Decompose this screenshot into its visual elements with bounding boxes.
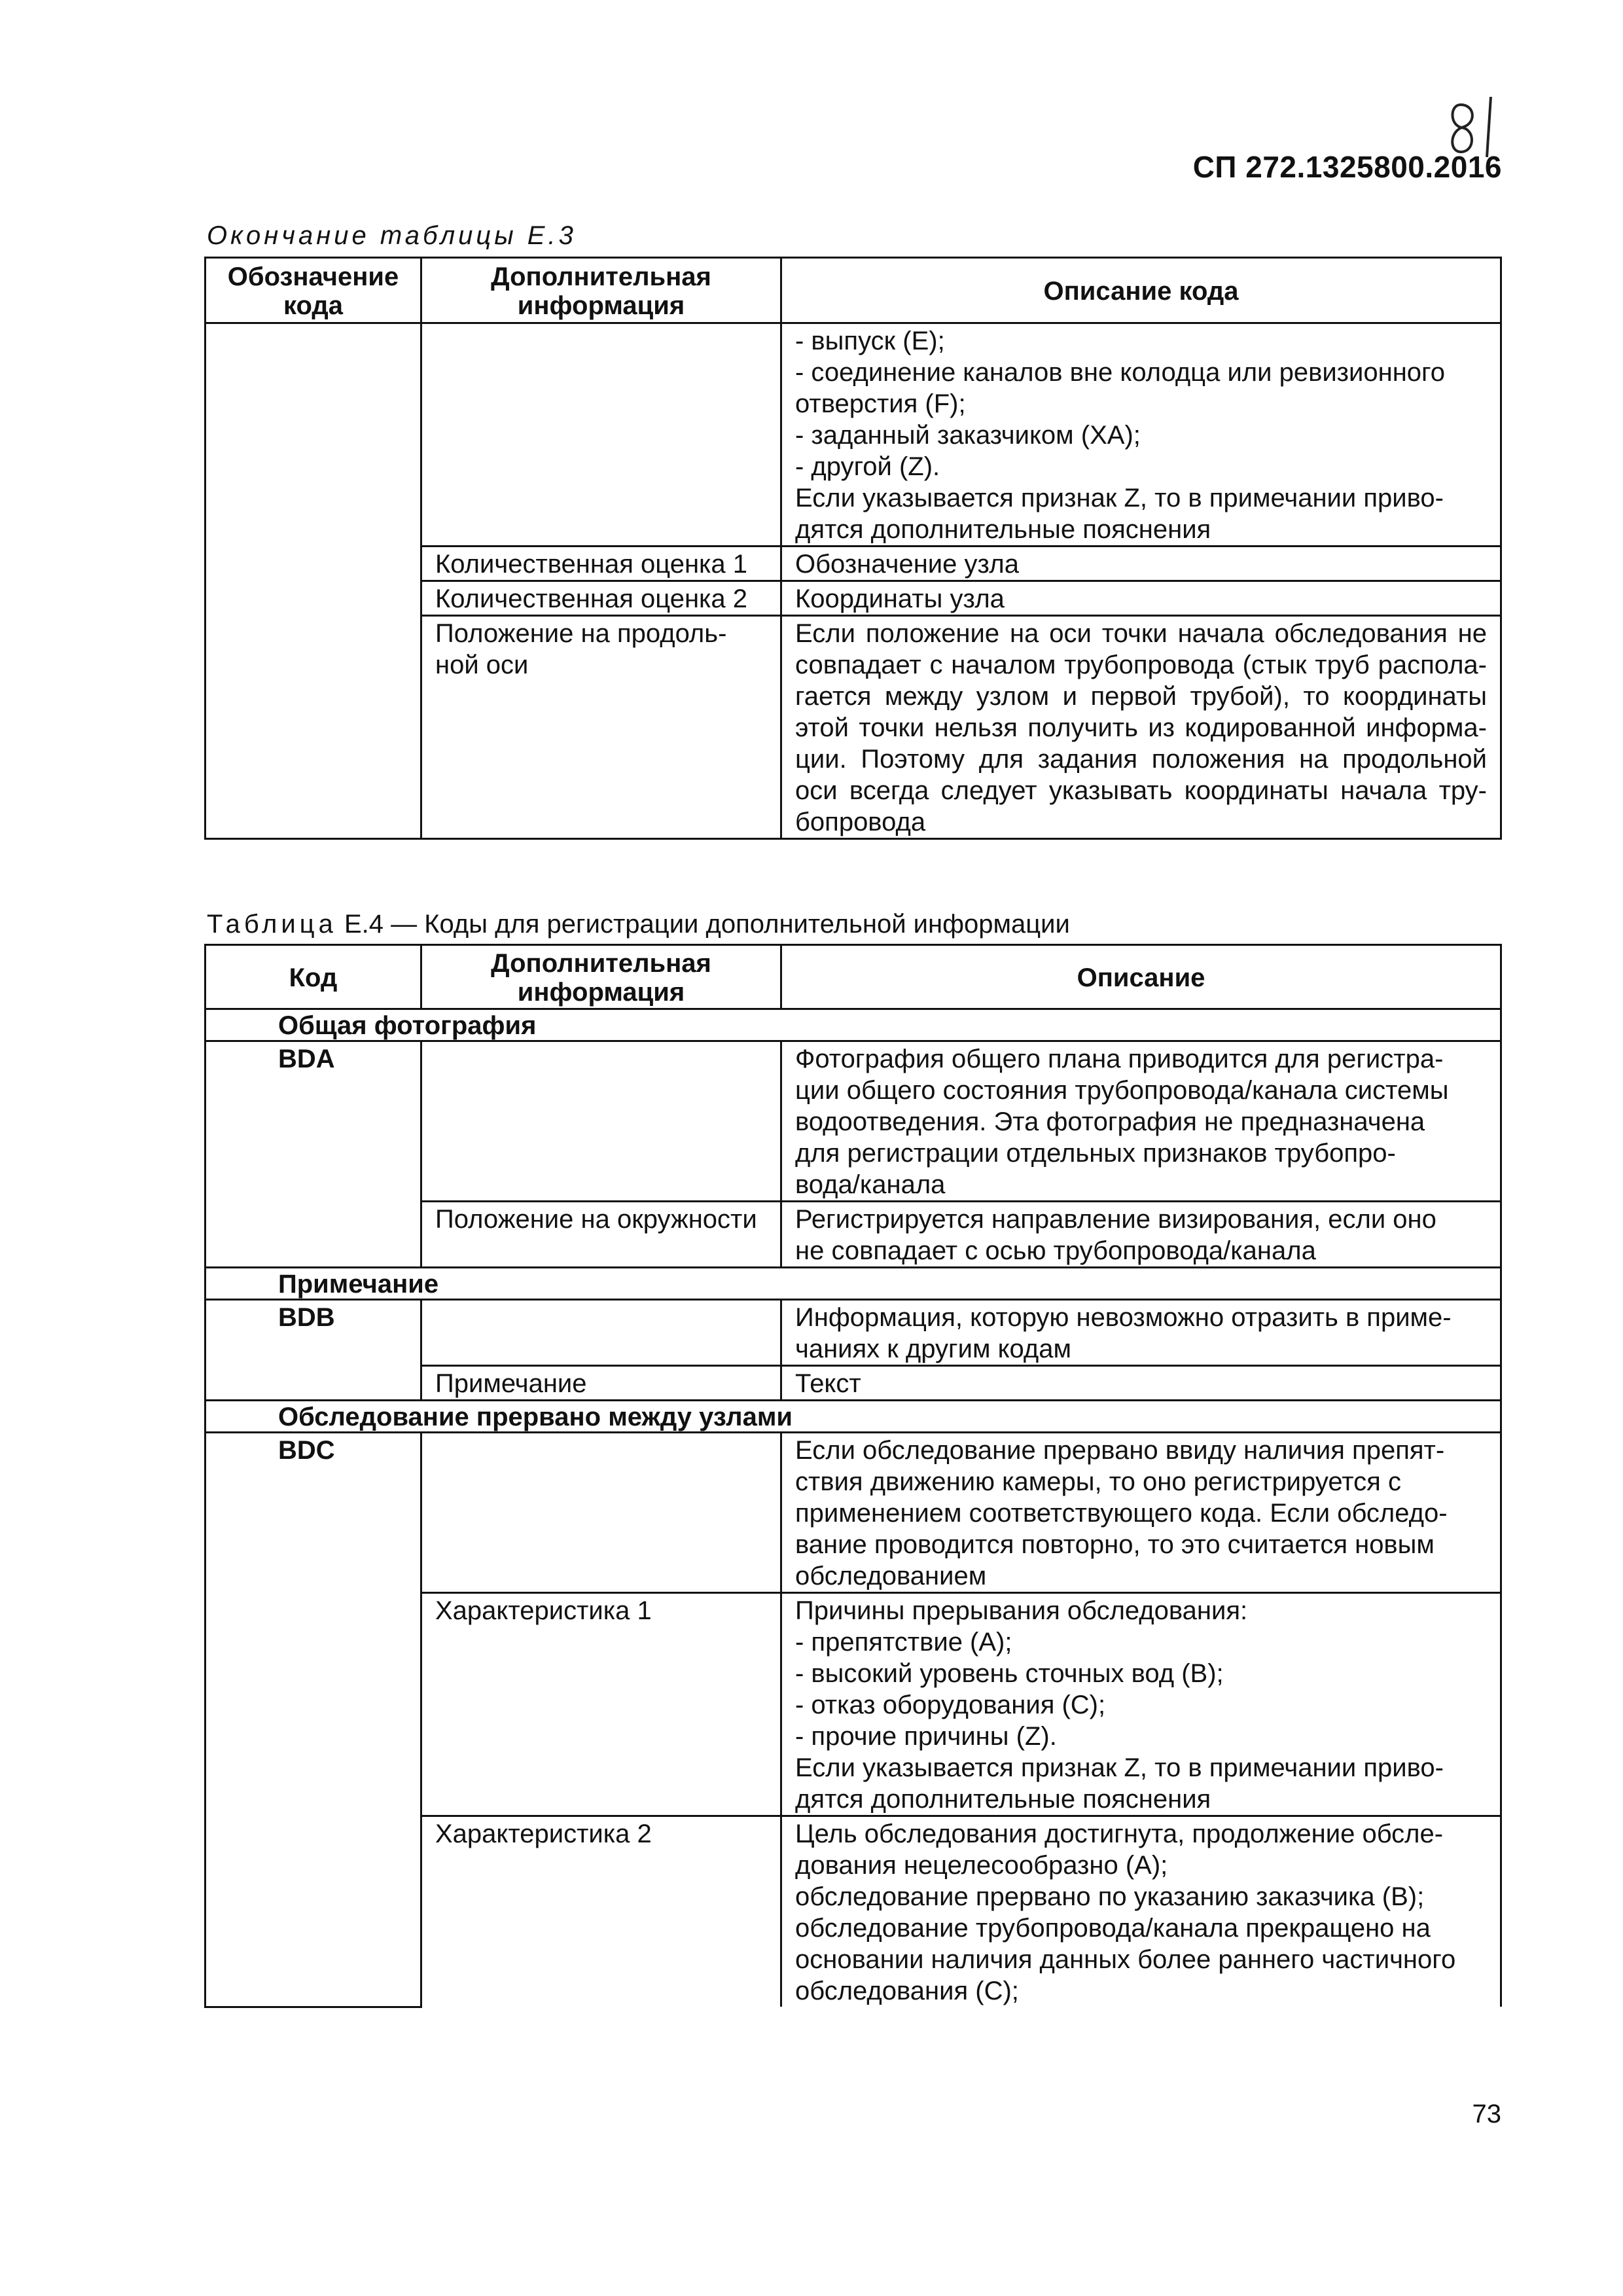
- table-e3-desc-cell-line: отверстия (F);: [795, 389, 966, 418]
- info-cell-line: Положение на окружности: [435, 1205, 757, 1234]
- table-e3-info-cell-line: Количественная оценка 1: [435, 550, 748, 579]
- desc-cell-line: Причины прерывания обследования:: [795, 1596, 1248, 1625]
- table-e4-header-info: Дополнительная информация: [421, 945, 781, 1009]
- table-e3-desc-cell-line: бопровода: [795, 808, 926, 836]
- code-cell: BDB: [205, 1300, 421, 1401]
- table-e3-code-cell: [205, 323, 421, 839]
- table-e3-desc-cell-line: дятся дополнительные пояснения: [795, 515, 1211, 544]
- desc-cell-line: Цель обследования достигнута, продолжение обсле-: [795, 1820, 1444, 1848]
- desc-cell-line: дования нецелесообразно (A);: [795, 1851, 1168, 1880]
- table-e3: [204, 257, 1502, 840]
- desc-cell-line: вание проводится повторно, то это считается новым: [795, 1530, 1435, 1559]
- table-e3-desc-cell: [781, 581, 1501, 616]
- desc-cell: [781, 1366, 1501, 1401]
- table-e3-desc-cell-line: Если положение на оси точки начала обследования не: [795, 619, 1487, 648]
- desc-cell: [781, 1593, 1501, 1816]
- info-cell: [421, 1041, 781, 1202]
- info-cell: [421, 1816, 781, 2007]
- desc-cell-line: водоотведения. Эта фотография не предназначена: [795, 1107, 1425, 1136]
- table-e4-caption: [207, 910, 1070, 939]
- table-e3-info-cell-line: Количественная оценка 2: [435, 584, 748, 613]
- table-e3-desc-cell-line: - выпуск (E);: [795, 327, 945, 355]
- info-cell: [421, 1202, 781, 1268]
- table-e3-desc-cell-line: - другой (Z).: [795, 452, 940, 481]
- desc-cell-line: Если указывается признак Z, то в примечании приво-: [795, 1753, 1444, 1782]
- desc-cell-line: дятся дополнительные пояснения: [795, 1785, 1211, 1814]
- table-row: [205, 323, 1501, 547]
- table-e4-header-desc: Описание: [781, 945, 1501, 1009]
- desc-cell-line: обследования (C);: [795, 1977, 1019, 2005]
- code-cell: BDC: [205, 1433, 421, 2007]
- table-row: [205, 1433, 1501, 1593]
- desc-cell: [781, 1433, 1501, 1593]
- page-number: 73: [1472, 2100, 1501, 2128]
- table-e3-desc-cell-line: Координаты узла: [795, 584, 1005, 613]
- desc-cell-line: не совпадает с осью трубопровода/канала: [795, 1236, 1316, 1265]
- table-e3-info-cell-line: ной оси: [435, 651, 529, 679]
- desc-cell-line: для регистрации отдельных признаков трубопро-: [795, 1139, 1396, 1168]
- info-cell-line: Примечание: [435, 1369, 587, 1398]
- table-e3-desc-cell-line: - соединение каналов вне колодца или ревизионного: [795, 358, 1445, 387]
- table-e3-desc-cell: [781, 547, 1501, 581]
- desc-cell-line: обследование прервано по указанию заказчика (B);: [795, 1882, 1425, 1911]
- info-cell: [421, 1593, 781, 1816]
- table-e3-desc-cell: [781, 616, 1501, 839]
- desc-cell: [781, 1300, 1501, 1366]
- info-cell: [421, 1300, 781, 1366]
- desc-cell-line: обследованием: [795, 1562, 987, 1590]
- table-e4-header-code: Код: [205, 945, 421, 1009]
- table-e3-header-desc: Описание кода: [781, 258, 1501, 323]
- table-row: [205, 1300, 1501, 1366]
- desc-cell-line: чаниях к другим кодам: [795, 1335, 1071, 1363]
- desc-cell-line: - отказ оборудования (C);: [795, 1691, 1106, 1719]
- desc-cell-line: Текст: [795, 1369, 861, 1398]
- section-title: Примечание: [205, 1268, 1501, 1300]
- table-e3-desc-cell-line: совпадает с началом трубопровода (стык труб распола-: [795, 651, 1487, 679]
- desc-cell-line: Если обследование прервано ввиду наличия препят-: [795, 1436, 1445, 1465]
- info-cell: [421, 1433, 781, 1593]
- desc-cell-line: - прочие причины (Z).: [795, 1722, 1057, 1751]
- section-row: [205, 1268, 1501, 1300]
- desc-cell: [781, 1816, 1501, 2007]
- document-number: СП 272.1325800.2016: [1192, 150, 1502, 184]
- table-e4-caption-label: Таблица: [207, 910, 337, 939]
- table-e3-caption-text: Окончание таблицы Е.3: [207, 221, 577, 250]
- section-row: [205, 1009, 1501, 1041]
- table-e3-desc-cell-line: оси всегда следует указывать координаты начала тру-: [795, 776, 1487, 805]
- section-title: Общая фотография: [205, 1009, 1501, 1041]
- table-row: [205, 1041, 1501, 1202]
- desc-cell-line: ствия движению камеры, то оно регистрируется с: [795, 1467, 1401, 1496]
- desc-cell-line: основании наличия данных более раннего частичного: [795, 1945, 1456, 1974]
- desc-cell: [781, 1041, 1501, 1202]
- table-e3-desc-cell-line: этой точки нельзя получить из кодированной информа-: [795, 713, 1487, 742]
- table-e4-caption-title: Е.4 — Коды для регистрации дополнительной информации: [344, 910, 1070, 939]
- table-e3-desc-cell-line: ции. Поэтому для задания положения на продольной: [795, 745, 1487, 774]
- desc-cell-line: обследование трубопровода/канала прекращено на: [795, 1914, 1431, 1943]
- desc-cell: [781, 1202, 1501, 1268]
- code-cell: BDA: [205, 1041, 421, 1268]
- desc-cell-line: Регистрируется направление визирования, если оно: [795, 1205, 1436, 1234]
- info-cell-line: Характеристика 2: [435, 1820, 652, 1848]
- desc-cell-line: - высокий уровень сточных вод (B);: [795, 1659, 1224, 1688]
- table-e3-desc-cell-line: - заданный заказчиком (XA);: [795, 421, 1141, 450]
- table-e3-header-code: Обозначение кода: [205, 258, 421, 323]
- info-cell-line: Характеристика 1: [435, 1596, 652, 1625]
- table-e3-desc-cell-line: Если указывается признак Z, то в примечании приво-: [795, 484, 1444, 512]
- table-e3-info-cell-line: Положение на продоль-: [435, 619, 727, 648]
- table-e3-info-cell: [421, 616, 781, 839]
- table-e3-desc-cell: [781, 323, 1501, 547]
- desc-cell-line: ции общего состояния трубопровода/канала системы: [795, 1076, 1449, 1105]
- desc-cell-line: Фотография общего плана приводится для регистра-: [795, 1045, 1444, 1073]
- table-e3-info-cell: [421, 581, 781, 616]
- section-row: [205, 1401, 1501, 1433]
- section-title: Обследование прервано между узлами: [205, 1401, 1501, 1433]
- table-e3-header-info: Дополнительная информация: [421, 258, 781, 323]
- desc-cell-line: применением соответствующего кода. Если обследо-: [795, 1499, 1448, 1528]
- desc-cell-line: Информация, которую невозможно отразить в приме-: [795, 1303, 1452, 1332]
- table-e3-info-cell: [421, 323, 781, 547]
- table-e4: [204, 944, 1502, 2008]
- desc-cell-line: - препятствие (A);: [795, 1628, 1012, 1657]
- info-cell: [421, 1366, 781, 1401]
- table-e3-caption: [207, 221, 577, 251]
- desc-cell-line: вода/канала: [795, 1170, 946, 1199]
- table-e3-info-cell: [421, 547, 781, 581]
- table-e3-desc-cell-line: гается между узлом и первой трубой), то координаты: [795, 682, 1487, 711]
- table-e3-desc-cell-line: Обозначение узла: [795, 550, 1019, 579]
